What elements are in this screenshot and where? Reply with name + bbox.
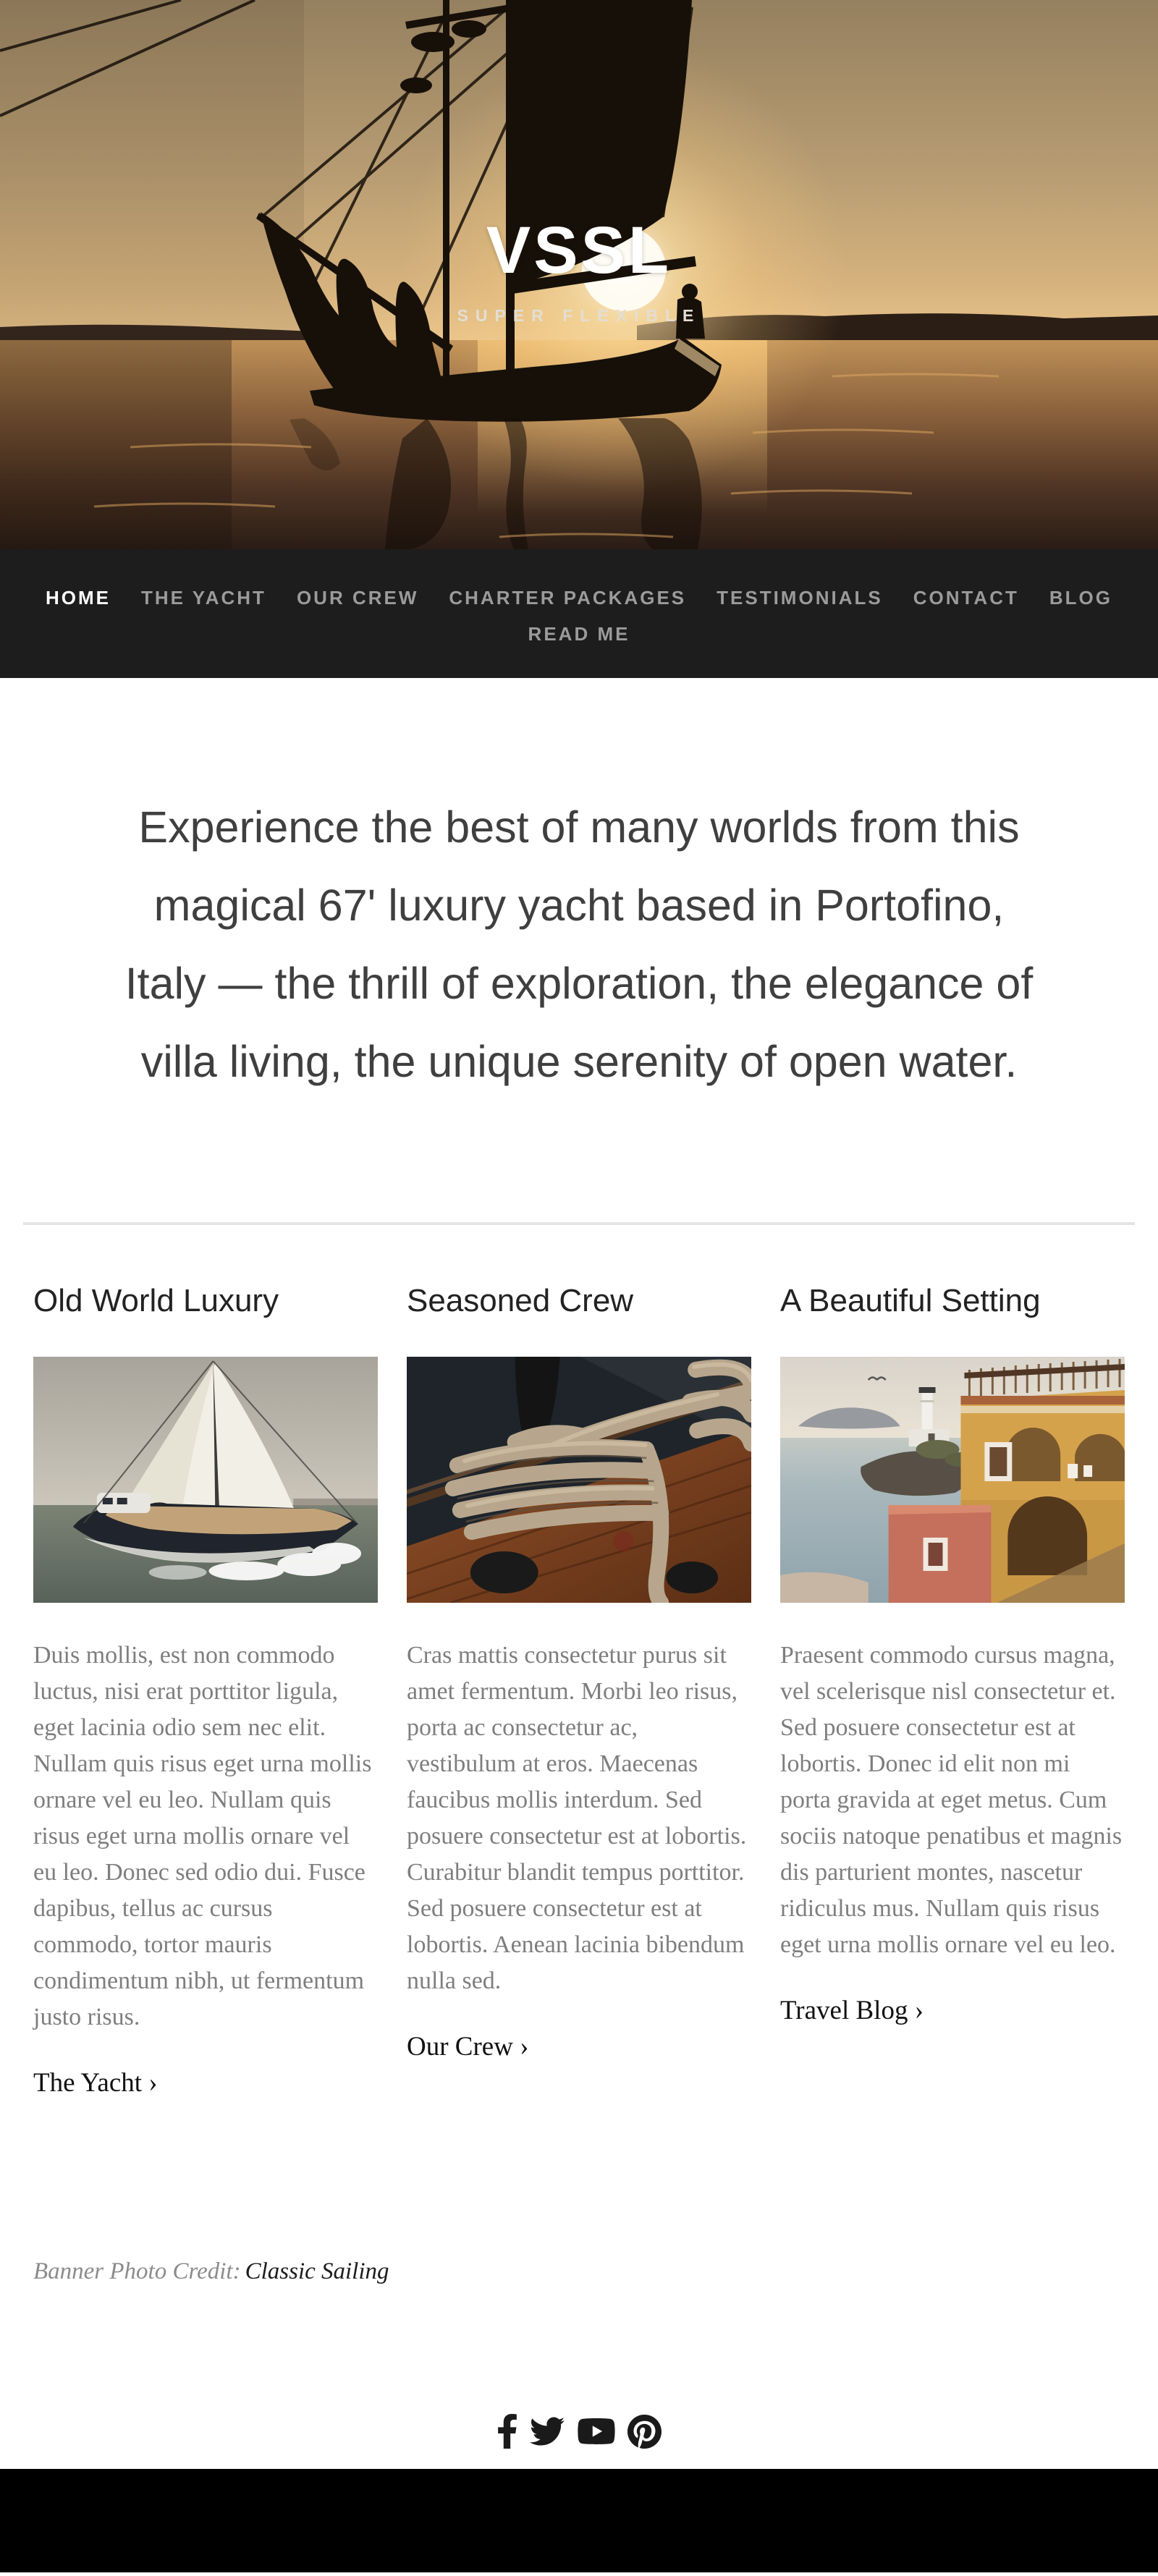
nav-item-our-crew[interactable]: OUR CREW <box>296 587 419 609</box>
facebook-link[interactable] <box>496 2414 518 2449</box>
column-body: Duis mollis, est non commodo luctus, nisi erat porttitor ligula, eget lacinia odio sem nec elit. Nullam quis risus eget urna mollis ornare vel eu leo. Nullam quis risus eget urna mollis ornare vel eu leo. Donec sed odio dui. Fusce dapibus, tellus ac cursus commodo, tortor mauris condimentum nibh, ut fermentum justo risus. <box>33 1642 372 2030</box>
feature-columns <box>33 1281 1125 2098</box>
nav-item-blog[interactable]: BLOG <box>1049 587 1112 609</box>
main-nav <box>0 549 1158 678</box>
column-heading: A Beautiful Setting <box>780 1283 1041 1318</box>
facebook-icon <box>496 2414 518 2449</box>
column-body: Praesent commodo cursus magna, vel scelerisque nisl consectetur et. Sed posuere consectetur est at lobortis. Donec id elit non mi porta gravida at eget metus. Cum sociis natoque penatibus et magnis dis parturient montes, nascetur ridiculus mus. Nullam quis risus eget urna mollis ornare vel eu leo. <box>780 1642 1123 1958</box>
nav-item-home[interactable]: HOME <box>46 587 111 609</box>
travel-blog-link[interactable]: Travel Blog › <box>780 1996 924 2025</box>
section-divider <box>23 1222 1135 1225</box>
rope-knot-photo <box>407 1357 751 1603</box>
twitter-link[interactable] <box>529 2414 565 2449</box>
social-links <box>0 2412 1158 2450</box>
hero-banner <box>0 0 1158 549</box>
intro-text: Experience the best of many worlds from this magical 67' luxury yacht based in Portofino, Italy — the thrill of exploration, the elegance of villa living, the unique serenity of open water. <box>124 802 1034 1086</box>
youtube-icon <box>576 2414 617 2449</box>
coastal-village-photo <box>780 1357 1125 1603</box>
hero-text-block <box>0 0 1158 549</box>
nav-item-read-me[interactable]: READ ME <box>528 623 630 645</box>
column-old-world-luxury <box>33 1281 378 2098</box>
column-seasoned-crew <box>407 1281 751 2062</box>
column-body: Cras mattis consectetur purus sit amet fermentum. Morbi leo risus, porta ac consectetur ac, vestibulum at eros. Maecenas faucibus mollis interdum. Sed posuere consectetur est at lobortis. Curabitur blandit tempus porttitor. Sed posuere consectetur est at lobortis. Aenean lacinia bibendum nulla sed. <box>407 1642 747 1994</box>
nav-item-the-yacht[interactable]: THE YACHT <box>141 587 266 609</box>
site-tagline: SUPER FLEXIBLE <box>457 306 701 325</box>
intro-statement <box>119 788 1039 1179</box>
column-a-beautiful-setting <box>780 1281 1125 2030</box>
site-logo: VSSL <box>486 213 672 287</box>
nav-item-contact[interactable]: CONTACT <box>913 587 1019 609</box>
credit-link[interactable]: Classic Sailing <box>245 2258 389 2284</box>
sailing-yacht-photo <box>33 1357 378 1603</box>
page-footer <box>0 2469 1158 2572</box>
credit-label: Banner Photo Credit: <box>33 2258 241 2284</box>
nav-secondary-row <box>0 622 1158 646</box>
banner-photo-credit <box>33 2258 1158 2285</box>
nav-primary-row <box>0 585 1158 610</box>
pinterest-icon <box>627 2414 662 2449</box>
the-yacht-link[interactable]: The Yacht › <box>33 2068 158 2098</box>
nav-item-charter-packages[interactable]: CHARTER PACKAGES <box>449 587 687 609</box>
twitter-icon <box>529 2414 565 2449</box>
pinterest-link[interactable] <box>627 2414 662 2449</box>
column-heading: Old World Luxury <box>33 1283 279 1318</box>
nav-item-testimonials[interactable]: TESTIMONIALS <box>717 587 883 609</box>
our-crew-link[interactable]: Our Crew › <box>407 2032 529 2062</box>
youtube-link[interactable] <box>576 2414 617 2449</box>
column-heading: Seasoned Crew <box>407 1283 634 1318</box>
